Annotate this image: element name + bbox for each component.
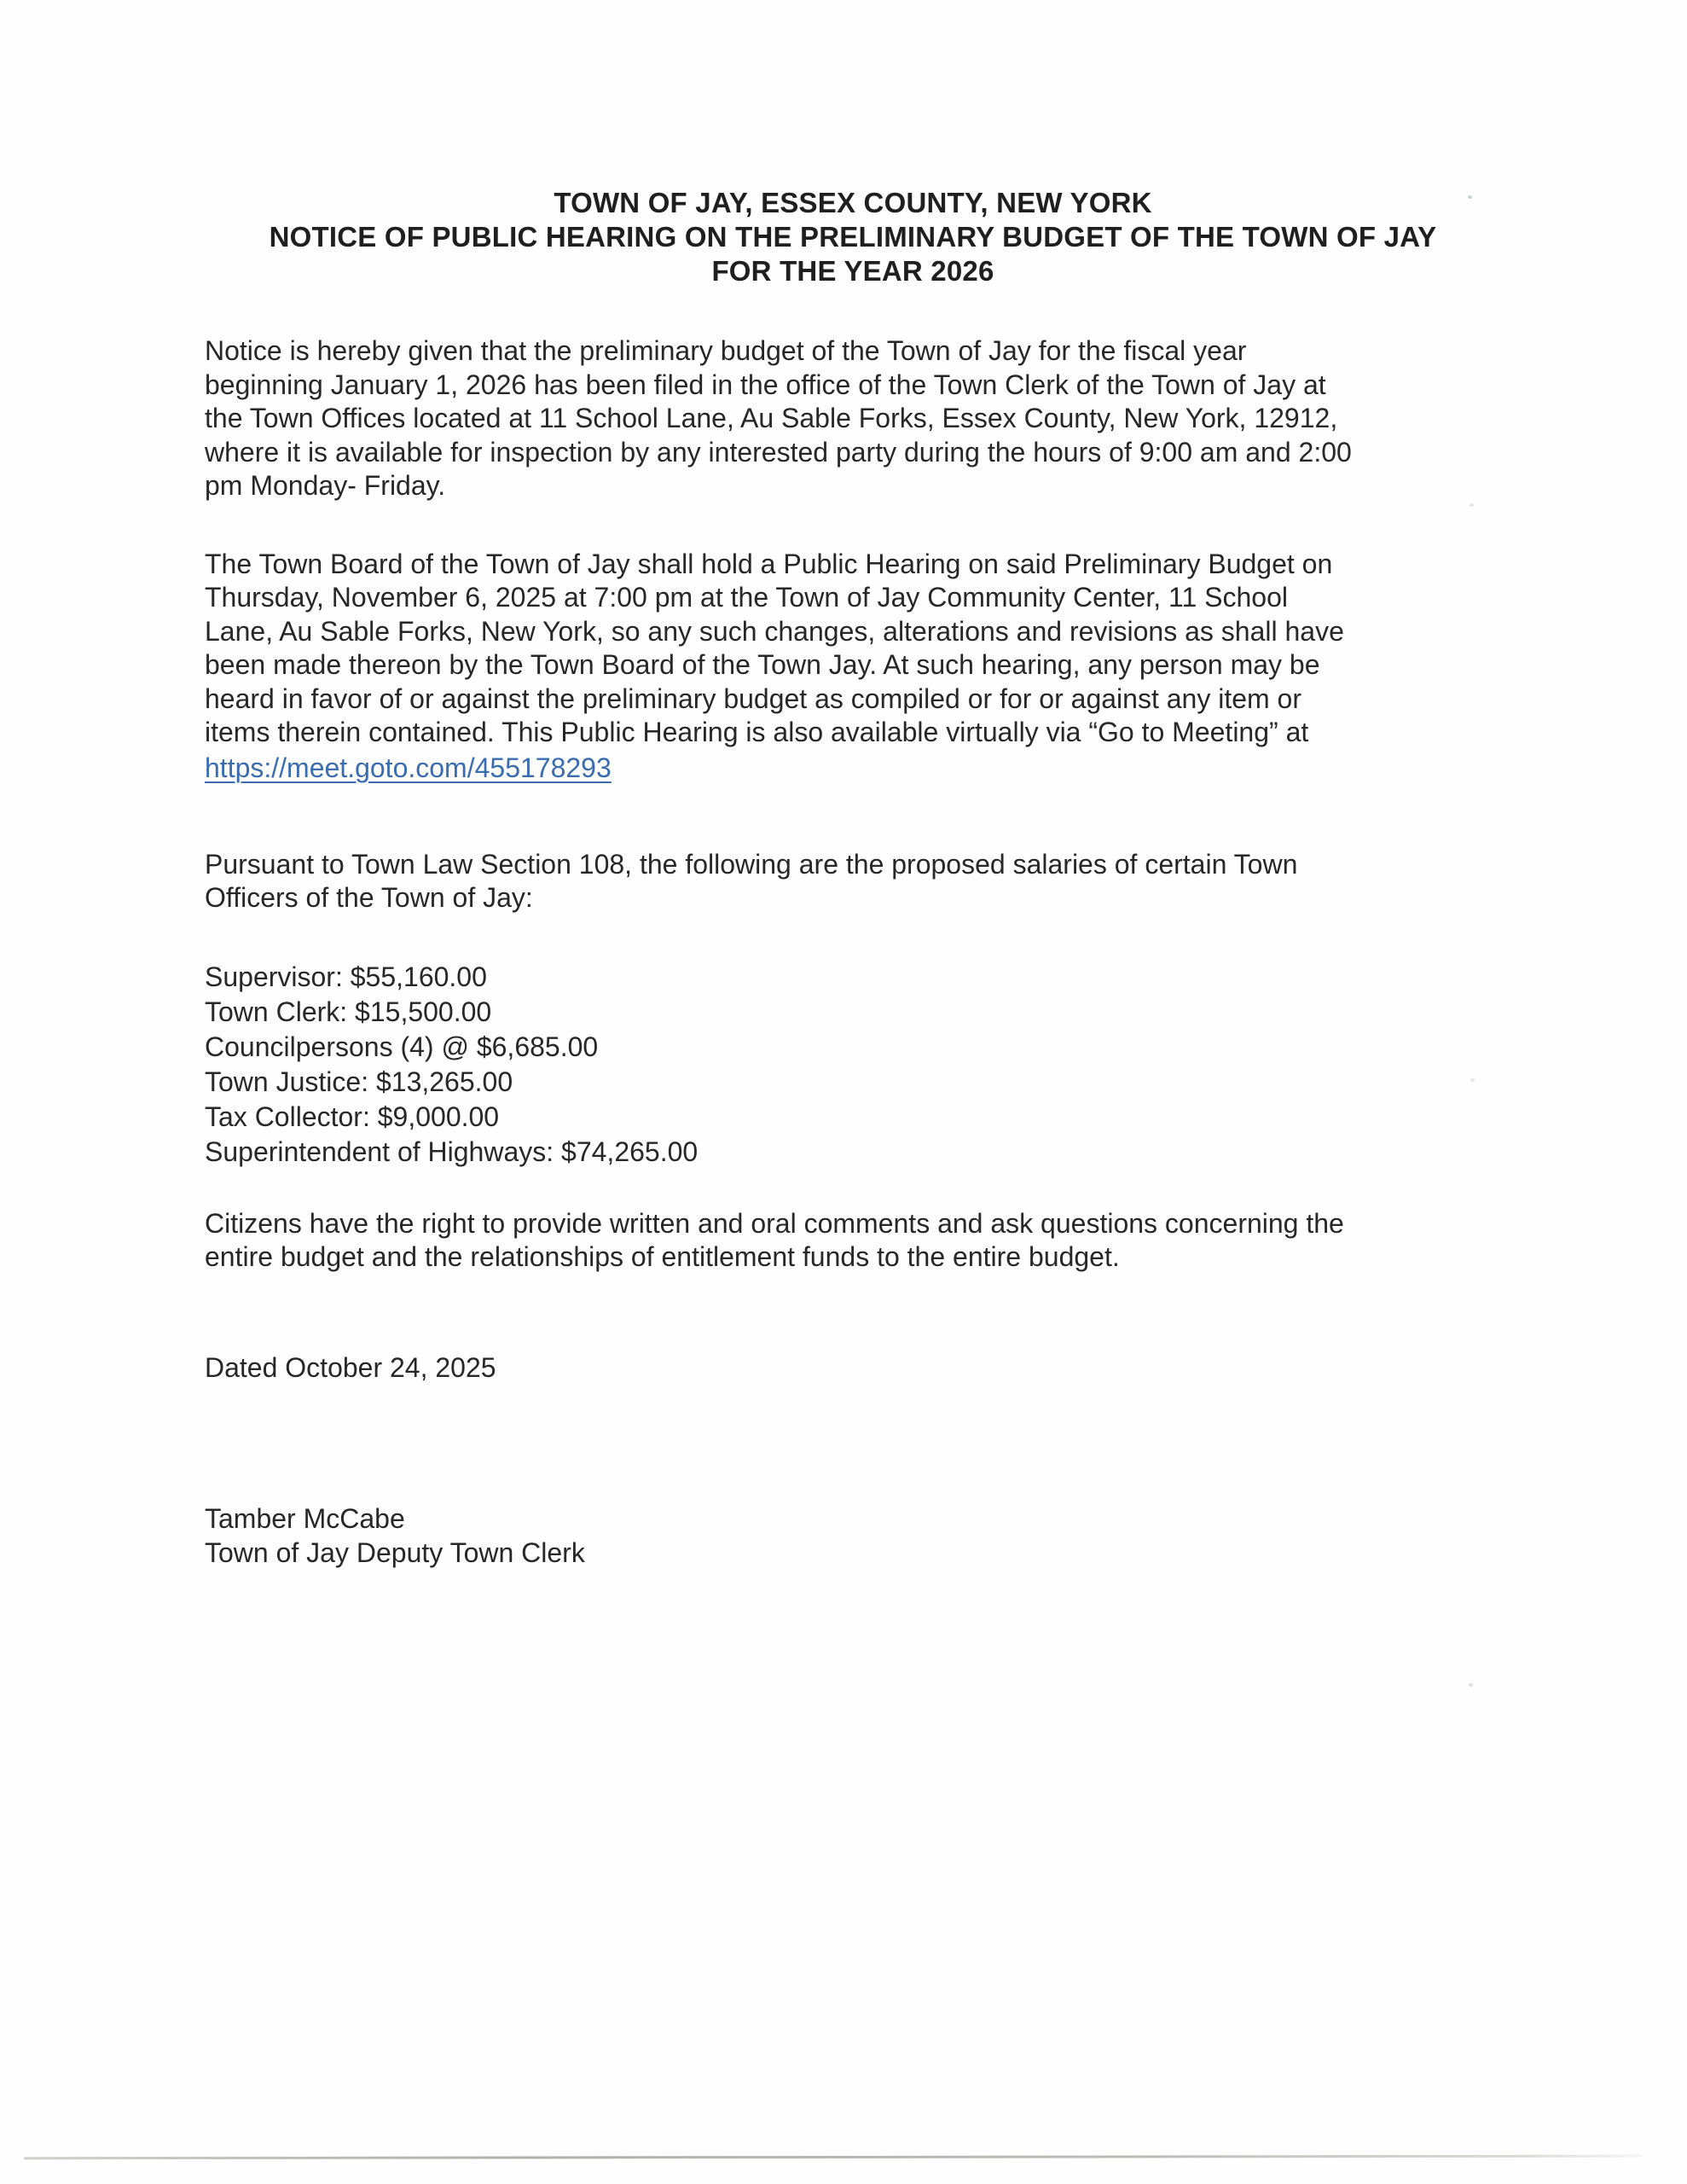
scan-speck — [1470, 503, 1474, 507]
notice-title-line: NOTICE OF PUBLIC HEARING ON THE PRELIMINARY BUDGET OF THE TOWN OF JAY — [269, 221, 1437, 253]
text-line: The Town Board of the Town of Jay shall hold a Public Hearing on said Preliminary Budget on — [205, 548, 1333, 579]
signatory-name: Tamber McCabe — [205, 1503, 405, 1534]
salary-item-town-justice: Town Justice: $13,265.00 — [205, 1066, 513, 1097]
salary-item-tax-collector: Tax Collector: $9,000.00 — [205, 1101, 500, 1132]
text-line: Citizens have the right to provide written and oral comments and ask questions concerning the — [205, 1207, 1344, 1239]
salary-item-supervisor: Supervisor: $55,160.00 — [205, 961, 487, 992]
public-hearing-paragraph — [205, 548, 1501, 787]
citizens-rights-paragraph — [205, 1207, 1501, 1275]
text-line: items therein contained. This Public Hearing is also available virtually via “Go to Meeting” at — [205, 717, 1309, 747]
scan-speck — [1469, 1683, 1473, 1687]
notice-title-line: TOWN OF JAY, ESSEX COUNTY, NEW YORK — [554, 187, 1152, 218]
text-line: Notice is hereby given that the preliminary budget of the Town of Jay for the fiscal year — [205, 335, 1247, 366]
scan-speck — [1470, 1078, 1475, 1082]
text-line: beginning January 1, 2026 has been filed in the office of the Town Clerk of the Town of Jay at — [205, 369, 1326, 400]
text-line: where it is available for inspection by any interested party during the hours of 9:00 am and 2:00 — [205, 436, 1352, 468]
scan-speck — [1468, 195, 1472, 199]
text-line: the Town Offices located at 11 School Lane, Au Sable Forks, Essex County, New York, 12912, — [205, 403, 1338, 433]
text-line: heard in favor of or against the preliminary budget as compiled or for or against any item or — [205, 682, 1301, 714]
salary-list — [205, 960, 1501, 1170]
document-content — [205, 186, 1501, 1570]
notice-title — [205, 186, 1501, 288]
signatory-title: Town of Jay Deputy Town Clerk — [205, 1536, 585, 1568]
salary-item-councilpersons: Councilpersons (4) @ $6,685.00 — [205, 1031, 599, 1062]
signature-block — [205, 1502, 1501, 1570]
text-line: been made thereon by the Town Board of the Town Jay. At such hearing, any person may be — [205, 649, 1320, 680]
salary-item-superintendent-of-highways: Superintendent of Highways: $74,265.00 — [205, 1136, 699, 1167]
notice-title-line: FOR THE YEAR 2026 — [711, 255, 994, 287]
text-line: Pursuant to Town Law Section 108, the following are the proposed salaries of certain Town — [205, 848, 1298, 880]
scan-line-artifact — [24, 2155, 1643, 2160]
filing-notice-paragraph — [205, 334, 1501, 503]
text-line: pm Monday- Friday. — [205, 470, 446, 501]
dated-line: Dated October 24, 2025 — [205, 1351, 496, 1383]
meeting-link[interactable]: https://meet.goto.com/455178293 — [205, 752, 612, 783]
text-line: Lane, Au Sable Forks, New York, so any such changes, alterations and revisions as shall have — [205, 615, 1344, 647]
salary-item-town-clerk: Town Clerk: $15,500.00 — [205, 996, 492, 1027]
salaries-intro-paragraph — [205, 848, 1501, 915]
text-line: entire budget and the relationships of entitlement funds to the entire budget. — [205, 1241, 1120, 1272]
text-line: Officers of the Town of Jay: — [205, 882, 533, 913]
text-line: Thursday, November 6, 2025 at 7:00 pm at the Town of Jay Community Center, 11 School — [205, 582, 1288, 613]
